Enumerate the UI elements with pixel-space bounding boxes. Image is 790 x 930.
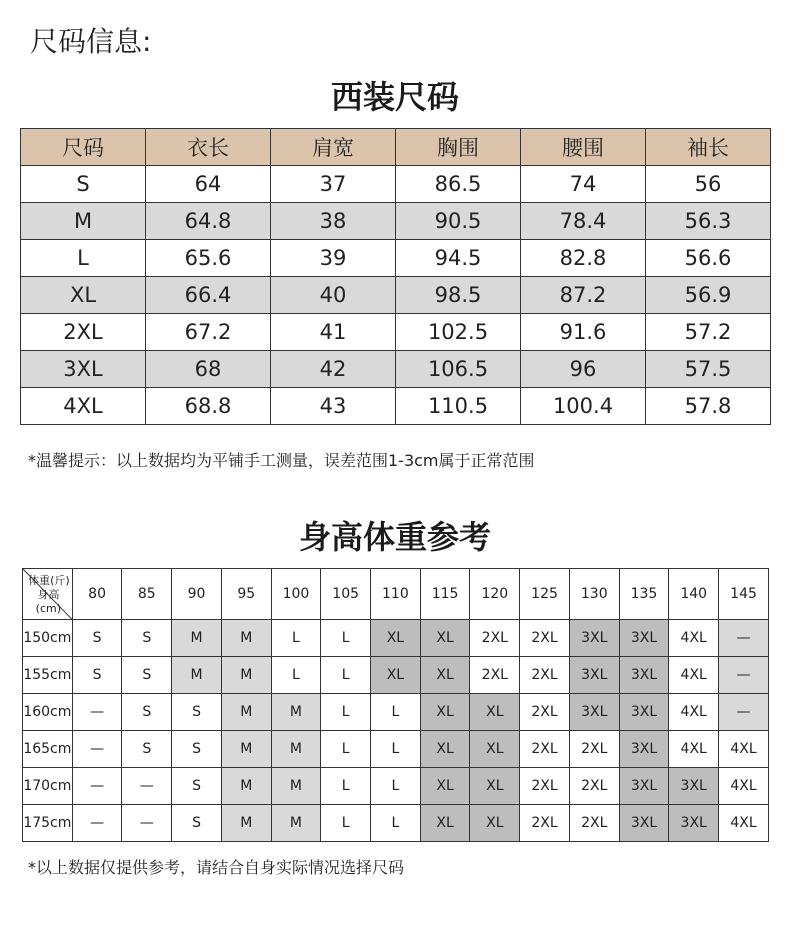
corner-cell [23,569,73,620]
suit-size-row [21,277,771,314]
size-cell: 2XL [520,768,570,805]
size-cell: 4XL [669,657,719,694]
suit-size-label: S [21,166,146,203]
size-cell: 3XL [619,620,669,657]
height-label: 170cm [23,768,73,805]
size-cell: S [72,620,122,657]
suit-size-label: M [21,203,146,240]
size-cell: XL [420,694,470,731]
weight-header-cell: 135 [619,569,669,620]
suit-measure-cell: 40 [271,277,396,314]
ref-header-row [23,569,769,620]
suit-size-row [21,240,771,277]
size-cell: 2XL [520,620,570,657]
size-cell: 3XL [619,657,669,694]
size-cell: 4XL [669,694,719,731]
size-cell: M [172,657,222,694]
suit-measure-cell: 64.8 [146,203,271,240]
size-cell: L [271,620,321,657]
size-cell: M [221,657,271,694]
size-cell: L [321,694,371,731]
height-label: 175cm [23,805,73,842]
size-cell: M [221,694,271,731]
size-cell: M [221,731,271,768]
suit-size-row [21,314,771,351]
size-cell: XL [371,620,421,657]
size-cell: L [321,620,371,657]
size-cell: — [72,694,122,731]
suit-header-row [21,129,771,166]
size-cell: 2XL [569,805,619,842]
size-cell: 2XL [470,620,520,657]
suit-measure-cell: 67.2 [146,314,271,351]
suit-size-label: 2XL [21,314,146,351]
suit-measure-cell: 74 [521,166,646,203]
size-cell: 3XL [669,768,719,805]
size-cell: S [122,620,172,657]
size-cell: 3XL [619,731,669,768]
height-axis-label: 身高(cm) [35,588,62,615]
size-cell: L [321,731,371,768]
size-cell: — [719,694,769,731]
size-cell: S [122,694,172,731]
suit-size-label: L [21,240,146,277]
size-cell: XL [470,805,520,842]
suit-measure-cell: 56.3 [646,203,771,240]
suit-measure-cell: 78.4 [521,203,646,240]
size-cell: XL [420,805,470,842]
weight-header-cell: 80 [72,569,122,620]
weight-header-cell: 105 [321,569,371,620]
height-label: 150cm [23,620,73,657]
suit-measure-cell: 65.6 [146,240,271,277]
suit-measure-cell: 100.4 [521,388,646,425]
size-cell: 4XL [669,731,719,768]
size-cell: L [271,657,321,694]
suit-measure-cell: 43 [271,388,396,425]
size-cell: L [321,657,371,694]
size-cell: M [271,694,321,731]
size-cell: — [72,805,122,842]
size-cell: S [172,731,222,768]
suit-measure-cell: 98.5 [396,277,521,314]
size-cell: — [719,620,769,657]
size-cell: XL [371,657,421,694]
suit-measure-cell: 57.5 [646,351,771,388]
suit-measure-cell: 41 [271,314,396,351]
size-cell: 3XL [569,620,619,657]
suit-measure-cell: 87.2 [521,277,646,314]
size-cell: S [122,657,172,694]
height-row [23,731,769,768]
weight-header-cell: 145 [719,569,769,620]
suit-size-row [21,388,771,425]
reference-note: *以上数据仅提供参考，请结合自身实际情况选择尺码 [28,858,405,877]
size-cell: 3XL [569,694,619,731]
size-cell: 4XL [719,768,769,805]
suit-measure-cell: 110.5 [396,388,521,425]
height-row [23,768,769,805]
size-cell: XL [470,768,520,805]
size-cell: 2XL [569,731,619,768]
size-cell: 2XL [520,805,570,842]
suit-header-cell: 腰围 [521,129,646,166]
suit-measure-cell: 57.8 [646,388,771,425]
size-cell: XL [420,731,470,768]
suit-header-cell: 袖长 [646,129,771,166]
size-cell: L [371,805,421,842]
size-cell: XL [420,620,470,657]
size-cell: S [172,805,222,842]
suit-size-row [21,166,771,203]
size-cell: S [72,657,122,694]
size-cell: 3XL [619,768,669,805]
size-cell: S [122,731,172,768]
suit-measure-cell: 102.5 [396,314,521,351]
suit-header-cell: 衣长 [146,129,271,166]
size-cell: 4XL [719,805,769,842]
suit-measure-cell: 56 [646,166,771,203]
suit-measure-cell: 106.5 [396,351,521,388]
suit-measure-cell: 96 [521,351,646,388]
height-weight-table [22,568,769,842]
suit-measure-cell: 37 [271,166,396,203]
size-cell: — [72,731,122,768]
suit-measure-cell: 86.5 [396,166,521,203]
size-cell: 2XL [470,657,520,694]
suit-header-cell: 胸围 [396,129,521,166]
weight-header-cell: 100 [271,569,321,620]
measurement-note: *温馨提示：以上数据均为平铺手工测量，误差范围1-3cm属于正常范围 [28,451,535,470]
suit-measure-cell: 56.6 [646,240,771,277]
page-heading: 尺码信息: [30,25,152,58]
size-cell: — [122,768,172,805]
height-label: 160cm [23,694,73,731]
size-cell: M [271,768,321,805]
suit-size-label: 3XL [21,351,146,388]
size-cell: 2XL [520,657,570,694]
size-cell: XL [470,694,520,731]
size-cell: L [321,768,371,805]
size-cell: M [172,620,222,657]
suit-size-label: 4XL [21,388,146,425]
suit-measure-cell: 66.4 [146,277,271,314]
suit-header-cell: 肩宽 [271,129,396,166]
size-cell: S [172,694,222,731]
size-cell: 4XL [669,620,719,657]
size-cell: 3XL [569,657,619,694]
weight-header-cell: 115 [420,569,470,620]
size-cell: M [271,731,321,768]
size-cell: XL [420,657,470,694]
suit-size-title: 西装尺码 [330,78,459,116]
size-cell: L [371,768,421,805]
suit-measure-cell: 57.2 [646,314,771,351]
size-cell: — [122,805,172,842]
size-cell: M [221,620,271,657]
height-row [23,620,769,657]
height-row [23,694,769,731]
suit-measure-cell: 64 [146,166,271,203]
height-label: 155cm [23,657,73,694]
size-cell: M [221,768,271,805]
size-cell: XL [420,768,470,805]
size-cell: M [221,805,271,842]
size-cell: 2XL [520,694,570,731]
height-label: 165cm [23,731,73,768]
weight-header-cell: 110 [371,569,421,620]
weight-header-cell: 120 [470,569,520,620]
height-row [23,805,769,842]
size-cell: 3XL [669,805,719,842]
size-cell: L [371,694,421,731]
size-cell: M [271,805,321,842]
suit-measure-cell: 38 [271,203,396,240]
height-row [23,657,769,694]
suit-size-row [21,203,771,240]
size-cell: — [72,768,122,805]
suit-measure-cell: 94.5 [396,240,521,277]
size-cell: L [371,731,421,768]
suit-measure-cell: 82.8 [521,240,646,277]
suit-size-row [21,351,771,388]
size-cell: 3XL [619,694,669,731]
weight-axis-label: 体重(斤) [28,574,70,587]
size-cell: 2XL [569,768,619,805]
suit-measure-cell: 56.9 [646,277,771,314]
suit-measure-cell: 42 [271,351,396,388]
suit-header-cell: 尺码 [21,129,146,166]
size-cell: 3XL [619,805,669,842]
suit-measure-cell: 39 [271,240,396,277]
weight-header-cell: 140 [669,569,719,620]
weight-header-cell: 85 [122,569,172,620]
weight-header-cell: 125 [520,569,570,620]
height-weight-title: 身高体重参考 [298,518,491,556]
suit-measure-cell: 68.8 [146,388,271,425]
size-cell: L [321,805,371,842]
weight-header-cell: 130 [569,569,619,620]
size-cell: 2XL [520,731,570,768]
suit-size-table [20,128,771,425]
suit-measure-cell: 68 [146,351,271,388]
weight-header-cell: 90 [172,569,222,620]
suit-measure-cell: 90.5 [396,203,521,240]
size-cell: XL [470,731,520,768]
weight-header-cell: 95 [221,569,271,620]
suit-measure-cell: 91.6 [521,314,646,351]
size-cell: 4XL [719,731,769,768]
size-cell: S [172,768,222,805]
suit-size-label: XL [21,277,146,314]
size-cell: — [719,657,769,694]
